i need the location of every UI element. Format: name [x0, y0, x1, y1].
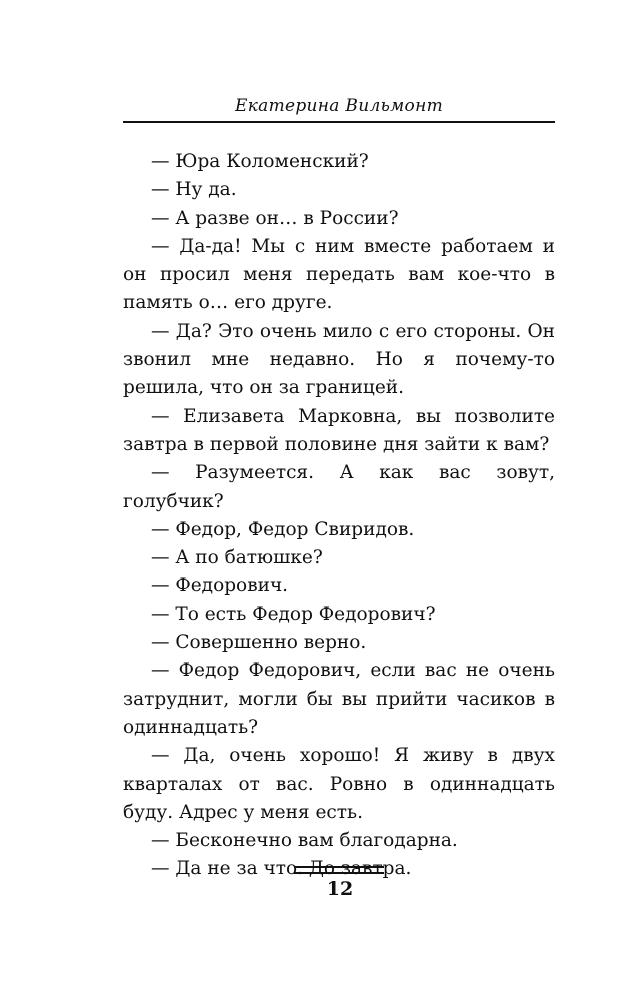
- page-number: 12: [326, 878, 354, 900]
- body-text: [123, 148, 555, 884]
- paragraph: — Федор Федорович, если вас не очень затруднит, могли бы вы прийти часиков в одиннадцать?: [123, 660, 555, 738]
- paragraph: — Елизавета Марковна, вы позволите завтра в первой половине дня зайти к вам?: [123, 405, 555, 455]
- paragraph: — Федорович.: [151, 575, 289, 597]
- paragraph: — А по батюшке?: [151, 547, 323, 569]
- paragraph: — То есть Федор Федорович?: [151, 603, 436, 625]
- paragraph: — Разумеется. А как вас зовут, голубчик?: [123, 462, 555, 512]
- footer-rule-bottom: [294, 872, 384, 874]
- footer-rule-top: [294, 866, 384, 868]
- running-head: Екатерина Вильмонт: [234, 96, 443, 116]
- paragraph: — Совершенно верно.: [151, 632, 367, 654]
- paragraph: — Бесконечно вам благодарна.: [151, 830, 458, 852]
- paragraph: — Ну да.: [151, 179, 237, 201]
- paragraph: — Да? Это очень мило с его стороны. Он звонил мне недавно. Но я почему-то решила, что он за границей.: [123, 320, 555, 399]
- paragraph: — Да-да! Мы с ним вместе работаем и он просил меня передать вам кое-что в память о… его друге.: [123, 235, 555, 314]
- paragraph: — Федор, Федор Свиридов.: [151, 518, 415, 540]
- header-rule: [123, 121, 555, 123]
- paragraph: — Юра Коломенский?: [151, 151, 369, 172]
- paragraph: — Да, очень хорошо! Я живу в двух кварталах от вас. Ровно в одиннадцать буду. Адрес у меня есть.: [123, 745, 555, 823]
- paragraph: — А разве он… в России?: [151, 207, 399, 229]
- paragraph: — Да не за что. До завтра.: [151, 858, 412, 880]
